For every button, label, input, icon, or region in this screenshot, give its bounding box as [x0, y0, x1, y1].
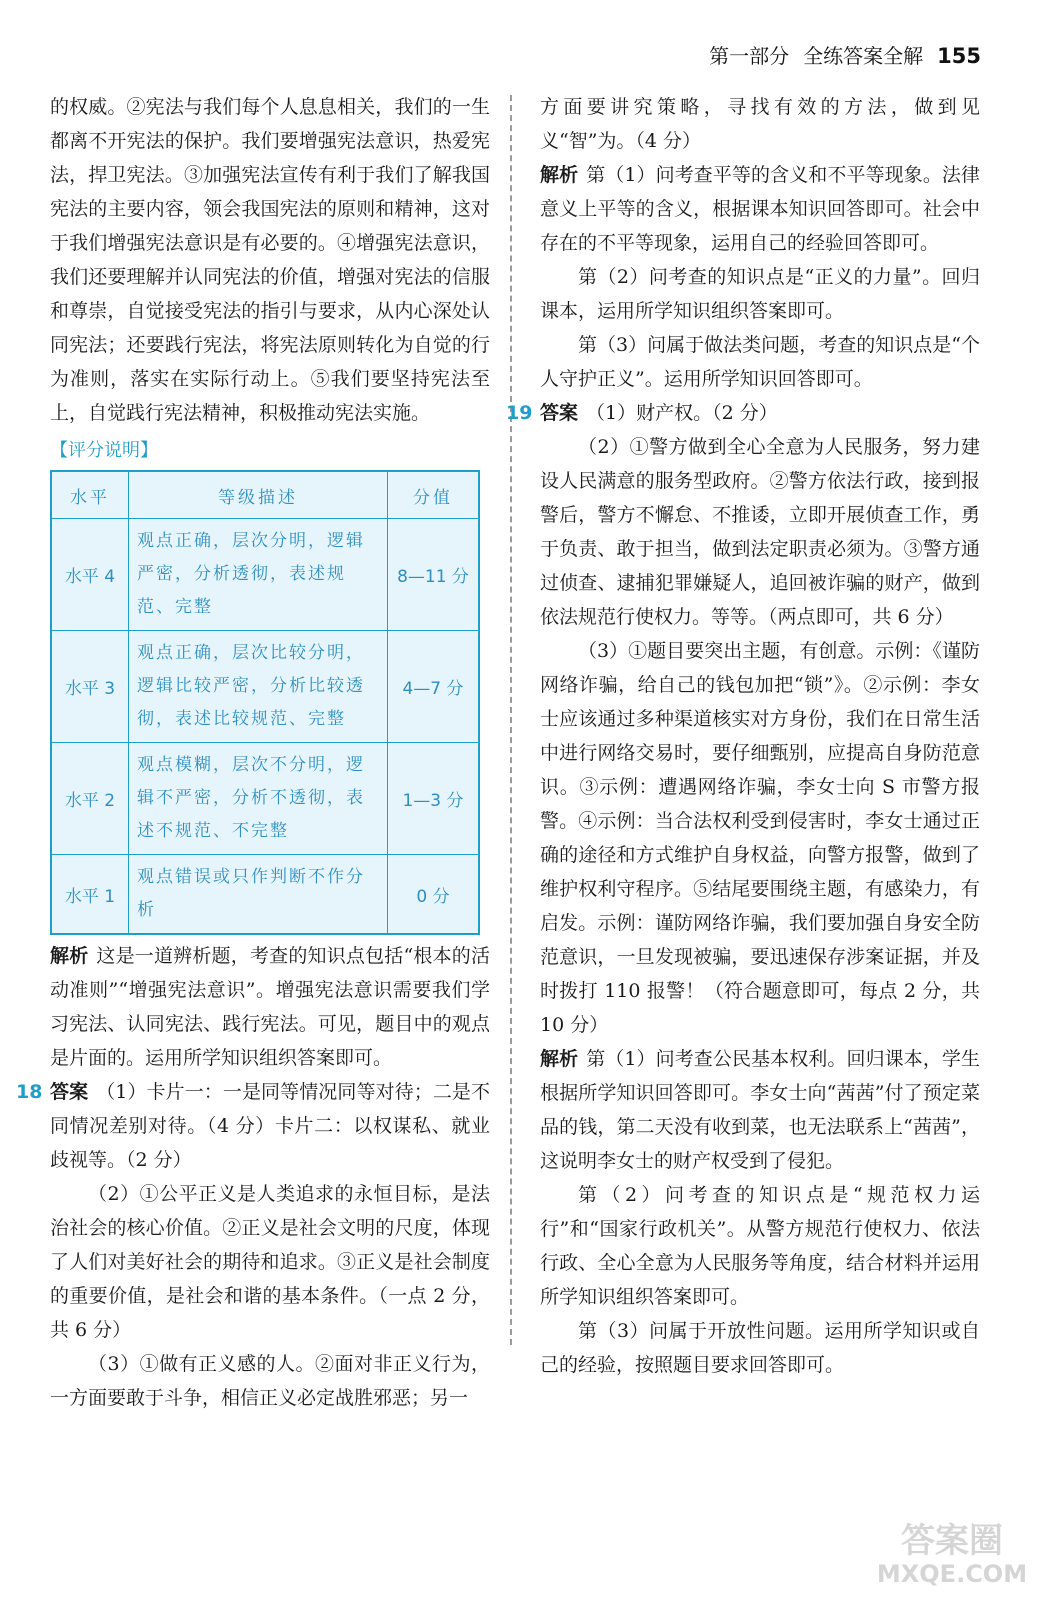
desc-cell: 观点正确，层次分明，逻辑严密，分析透彻，表述规范、完整: [129, 519, 388, 631]
score-cell: 4—7 分: [388, 631, 480, 743]
watermark-logo: [867, 1512, 1037, 1590]
answer-continuation: 的权威。②宪法与我们每个人息息相关，我们的一生都离不开宪法的保护。我们要增强宪法意识，热爱宪法，捍卫宪法。③加强宪法宣传有利于我们了解我国宪法的主要内容，领会我国宪法的原则和精神，这对于我们增强宪法意识是有必要的。④增强宪法意识，我们还要理解并认同宪法的价值，增强对宪法的信服和尊崇，自觉接受宪法的指引与要求，从内心深处认同宪法；还要践行宪法，将宪法原则转化为自觉的行为准则，落实在实际行动上。⑤我们要坚持宪法至上，自觉践行宪法精神，积极推动宪法实施。: [50, 96, 490, 424]
q18-answer-1: [16, 1075, 490, 1177]
q18-analysis-3: 第（3）问属于做法类问题，考查的知识点是“个人守护正义”。运用所学知识回答即可。: [540, 334, 980, 390]
table-header: 分值: [388, 471, 480, 519]
table-header: 水平: [51, 471, 129, 519]
header-section: 第一部分: [709, 44, 790, 68]
watermark-url: MXQE.COM: [876, 1560, 1028, 1588]
q18-answer-2: （2）①公平正义是人类追求的永恒目标，是法治社会的核心价值。②正义是社会文明的尺度，体现了人们对美好社会的期待和追求。③正义是社会制度的重要价值，是社会和谐的基本条件。（一点 2 分，共 6 分）: [50, 1183, 490, 1341]
q19-answer-2: （2）①警方做到全心全意为人民服务，努力建设人民满意的服务型政府。②警方依法行政，接到报警后，警方不懈怠、不推诿，立即开展侦查工作，勇于负责、敢于担当，做到法定职责必须为。③警方通过侦查、逮捕犯罪嫌疑人，追回被诈骗的财产，做到依法规范行使权力。等等。（两点即可，共 6 分）: [540, 436, 980, 628]
question-number: 19: [506, 402, 533, 424]
question-number: 18: [16, 1081, 43, 1103]
q18-answer-3: （3）①做有正义感的人。②面对非正义行为，一方面要敢于斗争，相信正义必定战胜邪恶；另一: [50, 1353, 490, 1409]
score-cell: 0 分: [388, 855, 480, 935]
answer-label: 答案: [50, 1081, 89, 1103]
desc-cell: 观点正确，层次比较分明，逻辑比较严密，分析比较透彻，表述比较规范、完整: [129, 631, 388, 743]
header-title: 全练答案全解: [803, 44, 924, 68]
q18-a1-text: （1）卡片一：一是同等情况同等对待；二是不同情况差别对待。（4 分）卡片二：以权谋私、就业歧视等。（2 分）: [50, 1081, 490, 1171]
q19-answer-1: [506, 396, 980, 430]
analysis-paragraph: [50, 939, 490, 1075]
watermark-title: 答案圈: [901, 1521, 1003, 1561]
analysis-label: 解析: [540, 164, 579, 186]
score-cell: 1—3 分: [388, 743, 480, 855]
q18-analysis-2: 第（2）问考查的知识点是“正义的力量”。回归课本，运用所学知识组织答案即可。: [540, 266, 980, 322]
column-divider: [510, 95, 512, 1345]
table-header-row: [51, 471, 479, 519]
q19-answer-3: （3）①题目要突出主题，有创意。示例：《谨防网络诈骗，给自己的钱包加把“锁”》。②示例：李女士应该通过多种渠道核实对方身份，我们在日常生活中进行网络交易时，要仔细甄别，应提高自身防范意识。③示例：遭遇网络诈骗，李女士向 S 市警方报警。④示例：当合法权利受到侵害时，李女士通过正确的途径和方式维护自身权益，向警方报警，做到了维护权利守程序。⑤结尾要围绕主题，有感染力，有启发。示例：谨防网络诈骗，我们要加强自身安全防范意识，一旦发现被骗，要迅速保存涉案证据，并及时拨打 110 报警！（符合题意即可，每点 2 分，共 10 分）: [540, 640, 980, 1036]
level-cell: 水平 4: [51, 519, 129, 631]
score-cell: 8—11 分: [388, 519, 480, 631]
q19-analysis-1: [540, 1042, 980, 1178]
level-cell: 水平 1: [51, 855, 129, 935]
table-header: 等级描述: [129, 471, 388, 519]
table-row: [51, 631, 479, 743]
q18-analysis-text: 第（1）问考查平等的含义和不平等现象。法律意义上平等的含义，根据课本知识回答即可。社会中存在的不平等现象，运用自己的经验回答即可。: [540, 164, 980, 254]
desc-cell: 观点模糊，层次不分明，逻辑不严密，分析不透彻，表述不规范、不完整: [129, 743, 388, 855]
table-row: [51, 743, 479, 855]
q19-analysis-text: 第（1）问考查公民基本权利。回归课本，学生根据所学知识回答即可。李女士向“茜茜”付了预定菜品的钱，第二天没有收到菜，也无法联系上“茜茜”，这说明李女士的财产权受到了侵犯。: [540, 1048, 980, 1172]
grading-label: 【评分说明】: [50, 440, 158, 461]
table-row: [51, 855, 479, 935]
q18-analysis-1: [540, 158, 980, 260]
q19-analysis-2: 第（2）问考查的知识点是“规范权力运行”和“国家行政机关”。从警方规范行使权力、依法行政、全心全意为人民服务等角度，结合材料并运用所学知识组织答案即可。: [540, 1184, 980, 1308]
analysis-text: 这是一道辨析题，考查的知识点包括“根本的活动准则”“增强宪法意识”。增强宪法意识需要我们学习宪法、认同宪法、践行宪法。可见，题目中的观点是片面的。运用所学知识组织答案即可。: [50, 945, 490, 1069]
left-column: [16, 90, 490, 1415]
desc-cell: 观点错误或只作判断不作分析: [129, 855, 388, 935]
q18-answer-continuation: 方面要讲究策略，寻找有效的方法，做到见义“智”为。（4 分）: [540, 96, 980, 152]
analysis-label: 解析: [50, 945, 89, 967]
grading-table: [50, 470, 480, 935]
q19-analysis-3: 第（3）问属于开放性问题。运用所学知识或自己的经验，按照题目要求回答即可。: [540, 1320, 980, 1376]
answer-label: 答案: [540, 402, 579, 424]
level-cell: 水平 2: [51, 743, 129, 855]
q19-b1-text: （1）财产权。（2 分）: [586, 402, 778, 424]
table-row: [51, 519, 479, 631]
right-column: [506, 90, 980, 1382]
page-number: 155: [937, 44, 981, 68]
page-header: [709, 40, 981, 69]
level-cell: 水平 3: [51, 631, 129, 743]
analysis-label: 解析: [540, 1048, 579, 1070]
